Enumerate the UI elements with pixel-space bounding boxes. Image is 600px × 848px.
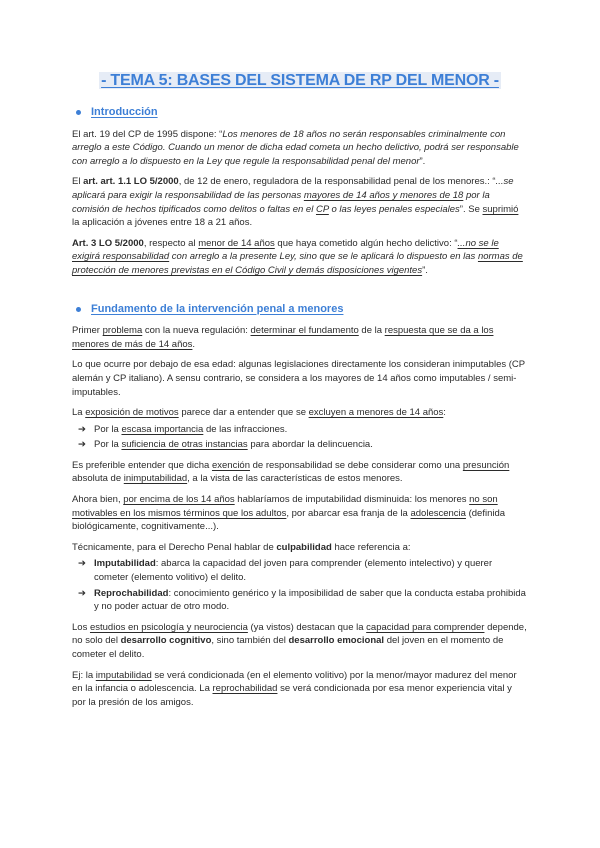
- arrow-list-culpabilidad: [72, 557, 528, 613]
- bullet-icon: [76, 307, 81, 312]
- paragraph-exencion: Es preferible entender que dicha exención de responsabilidad se debe considerar como una presunción absoluta de inimputabilidad, a la vista de las características de estos menores.: [72, 459, 510, 485]
- paragraph-ejemplo: Ej: la imputabilidad se verá condicionada (en el elemento volitivo) por la menor/mayor madurez del menor en la infancia o adolescencia. La reprochabilidad se verá condicionada por esa menor experiencia vital y por la presión de los amigos.: [72, 669, 517, 708]
- list-item: ➔ Reprochabilidad: conocimiento genérico y la imposibilidad de saber que la conducta estaba prohibida y no poder actuar de otro modo.: [72, 587, 528, 614]
- paragraph-ahora-bien: Ahora bien, por encima de los 14 años hablaríamos de imputabilidad disminuida: los menores no son motivables en los mismos términos que los adultos, por abarcar esa franja de la adolescencia (definida biológicamente, cognitivamente...).: [72, 494, 506, 533]
- arrow-list-motivos: [72, 423, 528, 452]
- section-heading-introduccion: Introducción: [72, 106, 528, 120]
- paragraph-problema: Primer problema con la nueva regulación: determinar el fundamento de la respuesta que se da a los menores de más de 14 años.: [72, 325, 494, 350]
- paragraph-inimputables: Lo que ocurre por debajo de esa edad: algunas legislaciones directamente los consideran inimputables (CP alemán y CP italiano). A sensu contrario, se considera a los mayores de 14 años como imputables / semi-imputables.: [72, 359, 525, 398]
- arrow-right-icon: ➔: [78, 587, 86, 599]
- document-body: [72, 106, 528, 716]
- page-title: - TEMA 5: BASES DEL SISTEMA DE RP DEL MENOR -: [101, 72, 499, 89]
- arrow-right-icon: ➔: [78, 558, 86, 570]
- paragraph-exposicion: La exposición de motivos parece dar a entender que se excluyen a menores de 14 años:: [72, 407, 446, 419]
- paragraph-art-3: Art. 3 LO 5/2000, respecto al menor de 14 años que haya cometido algún hecho delictivo: “...no se le exigirá responsabilidad con arreglo a la presente Ley, sino que se le aplicará lo dispuesto en las normas de protección de menores previstas en el Código Civil y demás disposiciones vigentes”.: [72, 237, 523, 276]
- arrow-right-icon: ➔: [78, 423, 86, 435]
- paragraph-art-19: El art. 19 del CP de 1995 dispone: “Los menores de 18 años no serán responsables criminalmente con arreglo a este Código. Cuando un menor de dicha edad cometa un hecho delictivo, podrá ser responsable con arreglo a lo dispuesto en la Ley que regule la responsabilidad penal del menor”.: [72, 128, 519, 167]
- bullet-icon: [76, 110, 81, 115]
- paragraph-art-1-1: El art. art. 1.1 LO 5/2000, de 12 de enero, reguladora de la responsabilidad penal de los menores.: “...se aplicará para exigir la responsabilidad de las personas mayores de 14 años y menores de 18 por la comisión de hechos tipificados como delitos o faltas en el CP o las leyes penales especiales”. Se suprimió la aplicación a jóvenes entre 18 a 21 años.: [72, 176, 519, 229]
- arrow-right-icon: ➔: [78, 439, 86, 451]
- list-item: ➔ Por la escasa importancia de las infracciones.: [72, 423, 528, 437]
- paragraph-estudios: Los estudios en psicología y neurociencia (ya vistos) destacan que la capacidad para comprender depende, no solo del desarrollo cognitivo, sino también del desarrollo emocional del joven en el momento de cometer el delito.: [72, 621, 527, 660]
- paragraph-culpabilidad: Técnicamente, para el Derecho Penal hablar de culpabilidad hace referencia a:: [72, 541, 411, 553]
- list-item: ➔ Imputabilidad: abarca la capacidad del joven para comprender (elemento intelectivo) y querer cometer (elemento volitivo) el delito.: [72, 557, 528, 584]
- list-item: ➔ Por la suficiencia de otras instancias para abordar la delincuencia.: [72, 438, 528, 452]
- section-heading-fundamento: Fundamento de la intervención penal a menores: [72, 303, 528, 317]
